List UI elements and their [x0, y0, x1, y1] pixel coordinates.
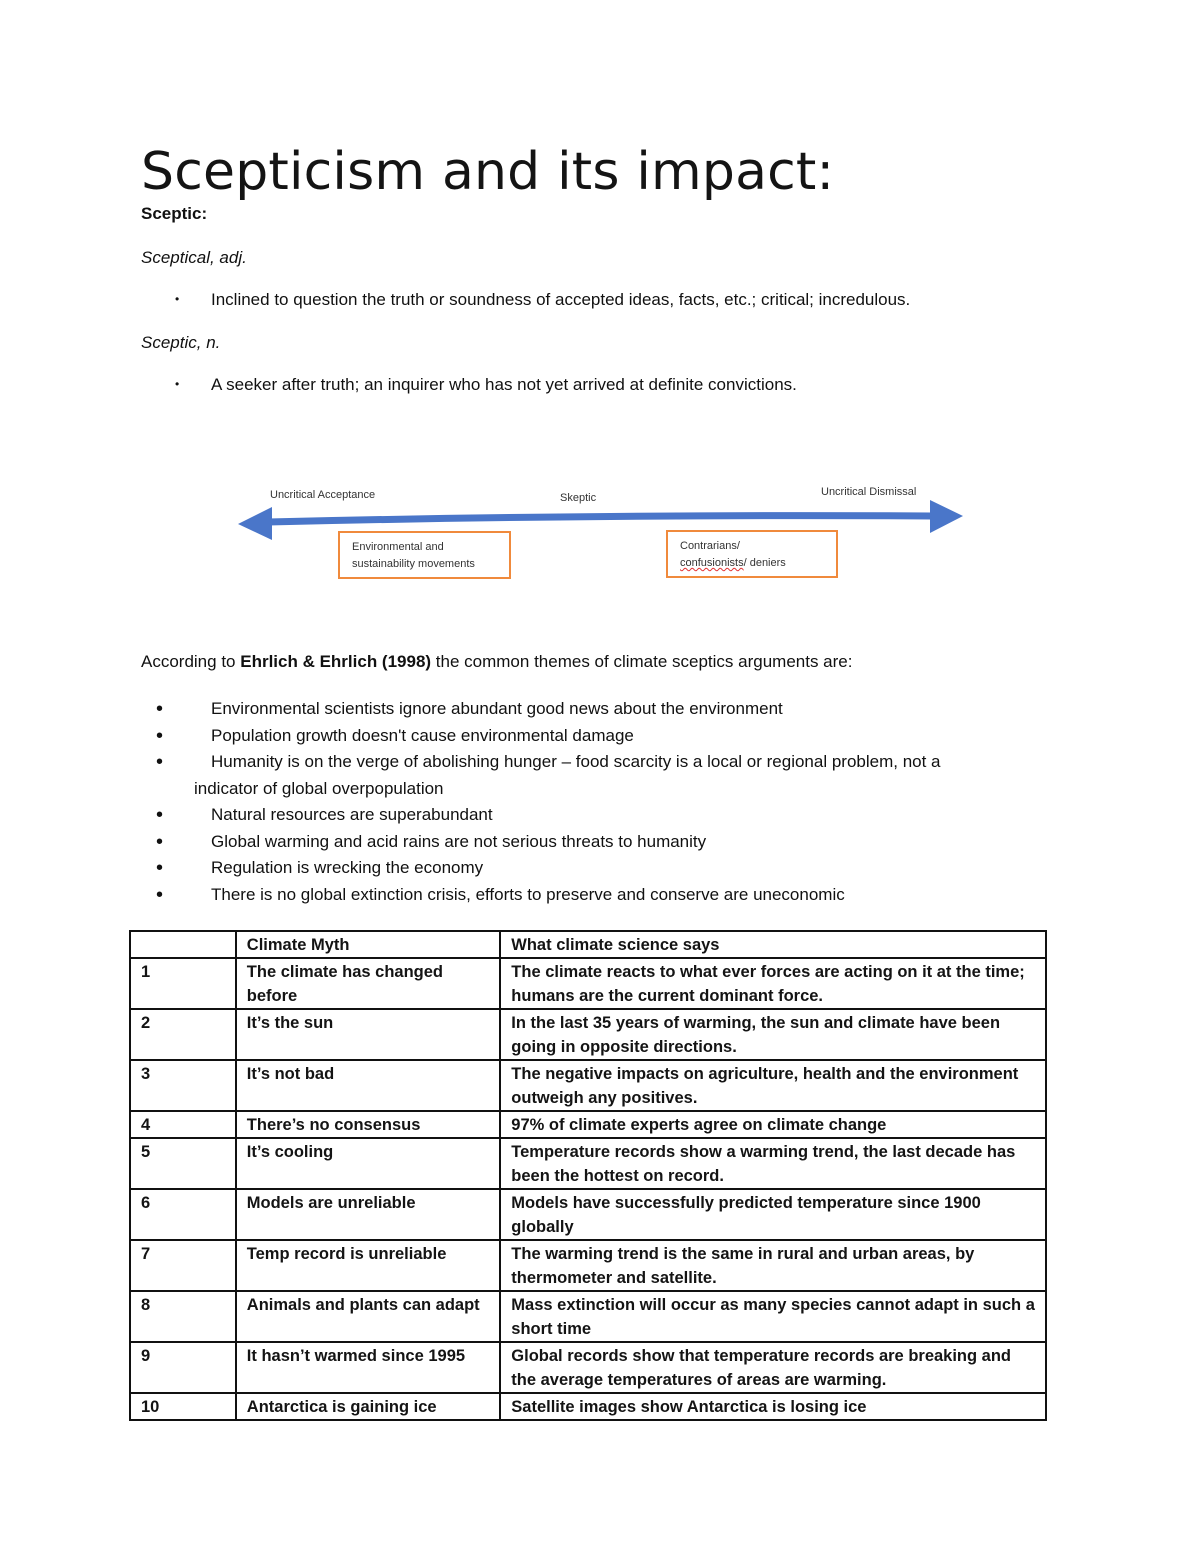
intro-paragraph: According to Ehrlich & Ehrlich (1998) the common themes of climate sceptics arguments are: [141, 652, 853, 671]
cell-myth: It’s not bad [236, 1060, 501, 1111]
definition-sceptical [175, 290, 910, 310]
list-item: • Environmental scientists ignore abundant good news about the environment [156, 696, 1076, 723]
cell-myth: It’s the sun [236, 1009, 501, 1060]
cell-science: Global records show that temperature records are breaking and the average temperatures of areas are warming. [500, 1342, 1046, 1393]
climate-myth-table [129, 930, 1047, 1421]
box-environmental-movements: Environmental and sustainability movements [338, 531, 511, 579]
table-header-row [130, 931, 1046, 958]
table-row [130, 1189, 1046, 1240]
cell-number: 9 [130, 1342, 236, 1393]
header-climate-myth: Climate Myth [236, 931, 501, 958]
list-item: • Global warming and acid rains are not serious threats to humanity [156, 829, 1076, 856]
cell-science: The climate reacts to what ever forces are acting on it at the time; humans are the current dominant force. [500, 958, 1046, 1009]
cell-number: 4 [130, 1111, 236, 1138]
header-number [130, 931, 236, 958]
bullet-icon: • [156, 830, 164, 853]
bullet-icon: • [156, 883, 164, 906]
arrow-left-head-icon [238, 507, 272, 540]
bullet-icon: • [156, 698, 164, 720]
cell-myth: It hasn’t warmed since 1995 [236, 1342, 501, 1393]
list-item: • Regulation is wrecking the economy [156, 855, 1076, 882]
list-item: • Humanity is on the verge of abolishing hunger – food scarcity is a local or regional problem, not a indicator of global overpopulation [156, 751, 941, 798]
sceptic-themes-list [156, 696, 1076, 908]
cell-myth: There’s no consensus [236, 1111, 501, 1138]
subheading: Sceptic: [141, 204, 208, 223]
cell-number: 7 [130, 1240, 236, 1291]
bullet-icon: • [175, 377, 180, 391]
page-title: Scepticism and its impact: [141, 142, 835, 202]
definition-text: A seeker after truth; an inquirer who has not yet arrived at definite convictions. [211, 375, 797, 394]
list-item: • There is no global extinction crisis, efforts to preserve and conserve are uneconomic [156, 882, 1076, 909]
cell-number: 6 [130, 1189, 236, 1240]
table-row [130, 1393, 1046, 1420]
table-row [130, 1060, 1046, 1111]
cell-number: 8 [130, 1291, 236, 1342]
bullet-icon: • [156, 804, 164, 826]
cell-myth: It’s cooling [236, 1138, 501, 1189]
cell-science: Mass extinction will occur as many species cannot adapt in such a short time [500, 1291, 1046, 1342]
scepticism-spectrum-diagram [230, 470, 970, 590]
table-row [130, 1342, 1046, 1393]
table-row [130, 1138, 1046, 1189]
cell-science: The warming trend is the same in rural and urban areas, by thermometer and satellite. [500, 1240, 1046, 1291]
cell-science: In the last 35 years of warming, the sun and climate have been going in opposite directions. [500, 1009, 1046, 1060]
bullet-icon: • [156, 751, 164, 773]
cell-myth: The climate has changed before [236, 958, 501, 1009]
cell-science: Temperature records show a warming trend, the last decade has been the hottest on record. [500, 1138, 1046, 1189]
label-uncritical-dismissal: Uncritical Dismissal [821, 486, 917, 498]
list-item: • Natural resources are superabundant [156, 802, 1076, 829]
header-climate-science: What climate science says [500, 931, 1046, 958]
table-row [130, 1111, 1046, 1138]
citation: Ehrlich & Ehrlich (1998) [240, 652, 432, 671]
label-uncritical-acceptance: Uncritical Acceptance [270, 489, 376, 501]
table-row [130, 958, 1046, 1009]
definition-term-sceptic: Sceptic, n. [141, 333, 221, 352]
label-skeptic: Skeptic [560, 492, 597, 504]
cell-number: 2 [130, 1009, 236, 1060]
definition-term-sceptical: Sceptical, adj. [141, 248, 247, 267]
cell-myth: Antarctica is gaining ice [236, 1393, 501, 1420]
table-row [130, 1009, 1046, 1060]
list-item: • Population growth doesn't cause environmental damage [156, 723, 1076, 750]
bullet-icon: • [156, 857, 164, 879]
cell-science: Satellite images show Antarctica is losing ice [500, 1393, 1046, 1420]
arrow-right-head-icon [930, 500, 963, 533]
cell-science: 97% of climate experts agree on climate change [500, 1111, 1046, 1138]
cell-number: 5 [130, 1138, 236, 1189]
cell-science: The negative impacts on agriculture, health and the environment outweigh any positives. [500, 1060, 1046, 1111]
cell-myth: Animals and plants can adapt [236, 1291, 501, 1342]
box-contrarians: Contrarians/ confusionists/ deniers [666, 530, 838, 578]
table-row [130, 1291, 1046, 1342]
definition-sceptic [175, 375, 797, 395]
cell-number: 1 [130, 958, 236, 1009]
cell-number: 10 [130, 1393, 236, 1420]
table-row [130, 1240, 1046, 1291]
bullet-icon: • [156, 724, 164, 747]
cell-science: Models have successfully predicted temperature since 1900 globally [500, 1189, 1046, 1240]
cell-myth: Models are unreliable [236, 1189, 501, 1240]
definition-text: Inclined to question the truth or soundness of accepted ideas, facts, etc.; critical; incredulous. [211, 290, 911, 309]
cell-myth: Temp record is unreliable [236, 1240, 501, 1291]
cell-number: 3 [130, 1060, 236, 1111]
bullet-icon: • [175, 292, 180, 306]
